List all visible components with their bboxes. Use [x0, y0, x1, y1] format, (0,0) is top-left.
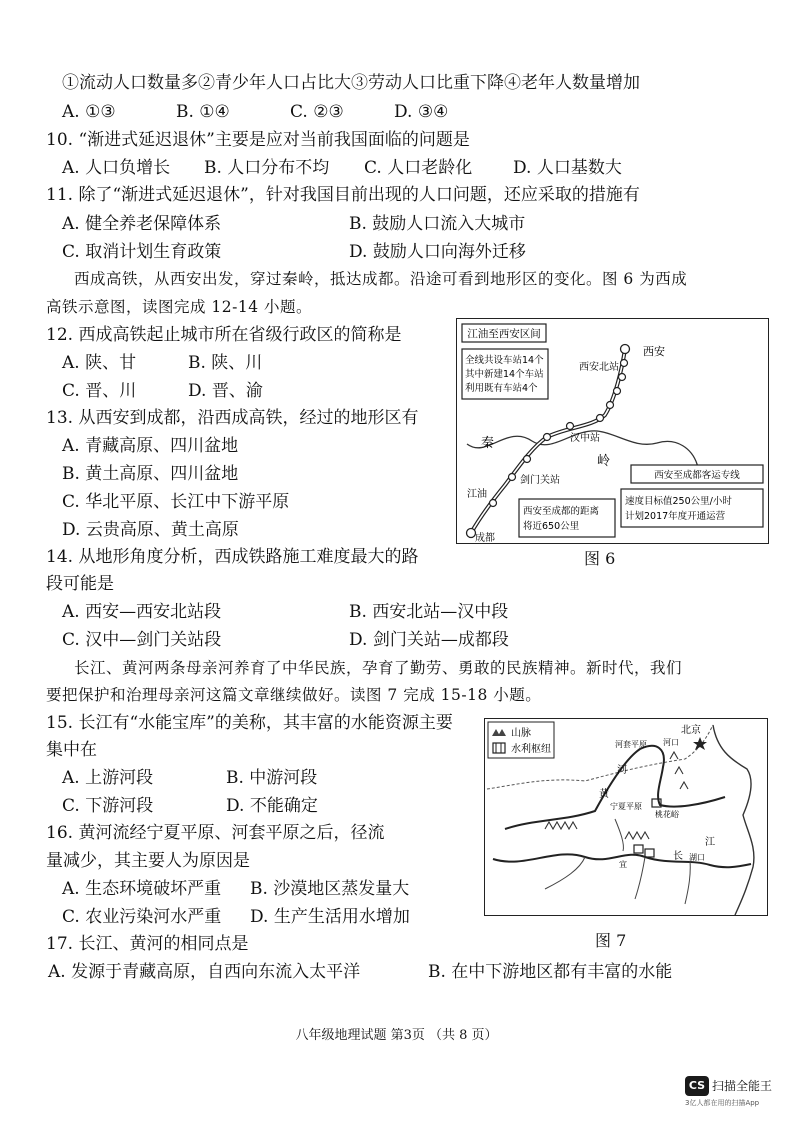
fig7-mountain-range [545, 822, 577, 829]
figure-6-map [456, 318, 769, 544]
fig7-coastline [713, 725, 754, 915]
fig7-mountain-range [670, 752, 688, 789]
fig7-label-hetao: 河套平原 [615, 740, 647, 749]
fig7-dam [634, 845, 643, 853]
passage2-line1: 长江、黄河两条母亲河养育了中华民族，孕育了勤劳、勇敢的民族精神。新时代，我们 [74, 659, 683, 677]
fig7-label-huayuankou: 桃花峪 [655, 810, 679, 819]
fig7-label-ningxia: 宁夏平原 [610, 802, 642, 811]
fig6-station-xian [621, 345, 630, 354]
fig6-stations-line2: 其中新建14个车站 [465, 369, 544, 380]
fig6-label-jianmenguan: 剑门关站 [520, 475, 560, 486]
passage2-line2: 要把保护和治理母亲河这篇文章继续做好。读图 7 完成 15-18 小题。 [46, 686, 542, 704]
fig6-label-xian-north: 西安北站 [579, 362, 619, 373]
q12-stem: 12. 西成高铁起止城市所在省级行政区的简称是 [46, 325, 402, 345]
fig7-label-yichang: 宜 [619, 860, 627, 869]
q10-option-c: C. 人口老龄化 [364, 158, 473, 178]
q14-option-c: C. 汉中—剑门关站段 [62, 630, 222, 650]
q16-option-a: A. 生态环境破坏严重 [62, 879, 222, 899]
fig6-label-chengdu: 成都 [475, 533, 495, 543]
fig6-station-dot [524, 456, 531, 463]
q11-option-c: C. 取消计划生育政策 [62, 242, 222, 262]
fig6-speed-line1: 速度目标值250公里/小时 [625, 496, 732, 507]
fig7-tributary [635, 857, 645, 899]
fig6-label-ling: 岭 [597, 454, 611, 469]
q13-stem: 13. 从西安到成都，沿西成高铁，经过的地形区有 [46, 408, 419, 428]
fig7-tributary [685, 861, 690, 904]
q14-option-b: B. 西安北站—汉中段 [349, 602, 509, 622]
q11-option-d: D. 鼓励人口向海外迁移 [349, 242, 526, 262]
q15-option-c: C. 下游河段 [62, 796, 154, 816]
fig6-label-jiangyou: 江油 [467, 489, 487, 500]
q15-stem-line1: 15. 长江有“水能宝库”的美称，其丰富的水能资源主要 [46, 713, 453, 733]
q16-option-b: B. 沙漠地区蒸发量大 [250, 879, 410, 899]
q17-stem: 17. 长江、黄河的相同点是 [46, 934, 249, 954]
fig7-label-hekou: 河口 [663, 738, 679, 747]
q10-option-d: D. 人口基数大 [513, 158, 622, 178]
q9-option-c: C. ②③ [290, 102, 344, 122]
q9-option-d: D. ③④ [394, 102, 449, 122]
fig6-stations-line1: 全线共设车站14个 [465, 355, 544, 366]
q14-stem-line1: 14. 从地形角度分析，西成铁路施工难度最大的路 [46, 547, 419, 567]
figure-7-map [484, 718, 768, 916]
fig6-line-title: 西安至成都客运专线 [654, 470, 740, 481]
fig7-label-hukou: 湖口 [689, 853, 705, 862]
fig7-beijing-star-icon [693, 737, 707, 750]
fig6-label-xian: 西安 [643, 345, 665, 358]
fig7-legend-dam: 水利枢纽 [511, 744, 551, 755]
q14-option-a: A. 西安—西安北站段 [62, 602, 222, 622]
scanner-tagline: 3亿人都在用的扫描App [685, 1098, 760, 1107]
q12-option-b: B. 陕、川 [188, 353, 263, 373]
q15-option-b: B. 中游河段 [226, 768, 318, 788]
scanner-app-name: 扫描全能王 [712, 1079, 773, 1093]
fig6-stations-line3: 利用既有车站4个 [465, 383, 538, 394]
fig6-title: 江油至西安区间 [467, 328, 541, 340]
q17-option-a: A. 发源于青藏高原，自西向东流入太平洋 [48, 962, 361, 982]
q11-stem: 11. 除了“渐进式延迟退休”，针对我国目前出现的人口问题，还应采取的措施有 [46, 185, 640, 205]
q13-option-a: A. 青藏高原、四川盆地 [62, 436, 239, 456]
fig7-label-he: 河 [617, 765, 627, 776]
fig7-label-beijing: 北京 [681, 725, 701, 736]
q9-option-a: A. ①③ [62, 102, 116, 122]
figure-7-caption: 图 7 [595, 931, 627, 950]
q14-option-d: D. 剑门关站—成都段 [349, 630, 509, 650]
q13-option-c: C. 华北平原、长江中下游平原 [62, 492, 290, 512]
q15-stem-line2: 集中在 [46, 740, 97, 760]
q9-option-b: B. ①④ [176, 102, 230, 122]
fig6-label-hanzhong: 汉中站 [570, 433, 600, 444]
fig6-station-jianmenguan [509, 474, 516, 481]
q10-option-a: A. 人口负增长 [62, 158, 171, 178]
fig7-label-huang: 黄 [599, 789, 609, 800]
fig6-station-dot [614, 388, 621, 395]
figure-6-caption: 图 6 [584, 549, 616, 568]
fig6-distance-line1: 西安至成都的距离 [523, 506, 600, 517]
fig7-legend-mountain: 山脉 [511, 728, 531, 739]
fig7-tributary [545, 857, 585, 889]
fig6-distance-line2: 将近650公里 [523, 521, 580, 532]
q13-option-d: D. 云贵高原、黄土高原 [62, 520, 239, 540]
fig6-station-hanzhong [567, 423, 574, 430]
q10-option-b: B. 人口分布不均 [204, 158, 330, 178]
passage1-line1: 西成高铁，从西安出发，穿过秦岭，抵达成都。沿途可看到地形区的变化。图 6 为西成 [74, 270, 688, 288]
figure-6-svg [457, 319, 768, 543]
fig6-station-dot [619, 374, 626, 381]
fig6-station-dot [597, 415, 604, 422]
q16-stem-line2: 量减少，其主要人为原因是 [46, 851, 250, 871]
fig7-mountain-range [625, 832, 649, 839]
fig6-station-xian-north [621, 360, 628, 367]
scanner-logo-icon: CS [685, 1076, 709, 1096]
fig6-station-jiangyou [490, 500, 497, 507]
q16-stem-line1: 16. 黄河流经宁夏平原、河套平原之后，径流 [46, 823, 385, 843]
fig6-speed-line2: 计划2017年度开通运营 [625, 511, 726, 522]
q16-option-c: C. 农业污染河水严重 [62, 907, 222, 927]
q13-option-b: B. 黄土高原、四川盆地 [62, 464, 239, 484]
fig7-label-chang: 长 [673, 851, 683, 862]
q9-statements: ①流动人口数量多②青少年人口占比大③劳动人口比重下降④老年人数量增加 [62, 73, 640, 93]
figure-7-svg [485, 719, 767, 915]
q12-option-c: C. 晋、川 [62, 381, 137, 401]
fig7-label-jiang: 江 [705, 837, 715, 848]
q10-stem: 10. “渐进式延迟退休”主要是应对当前我国面临的问题是 [46, 130, 470, 150]
passage1-line2: 高铁示意图，读图完成 12-14 小题。 [46, 298, 313, 316]
page-footer: 八年级地理试题 第3页 （共 8 页） [295, 1028, 498, 1043]
q12-option-a: A. 陕、甘 [62, 353, 137, 373]
q16-option-d: D. 生产生活用水增加 [250, 907, 410, 927]
q12-option-d: D. 晋、渝 [188, 381, 263, 401]
q11-option-a: A. 健全养老保障体系 [62, 214, 222, 234]
q14-stem-line2: 段可能是 [46, 574, 114, 594]
fig6-label-qin: 秦 [481, 436, 495, 451]
q17-option-b: B. 在中下游地区都有丰富的水能 [428, 962, 673, 982]
fig6-station-dot [607, 402, 614, 409]
fig7-dam [645, 849, 654, 857]
q15-option-a: A. 上游河段 [62, 768, 154, 788]
q11-option-b: B. 鼓励人口流入大城市 [349, 214, 526, 234]
scanner-watermark [685, 1075, 772, 1108]
q15-option-d: D. 不能确定 [226, 796, 318, 816]
fig6-station-dot [544, 434, 551, 441]
fig7-tributary [615, 819, 623, 851]
